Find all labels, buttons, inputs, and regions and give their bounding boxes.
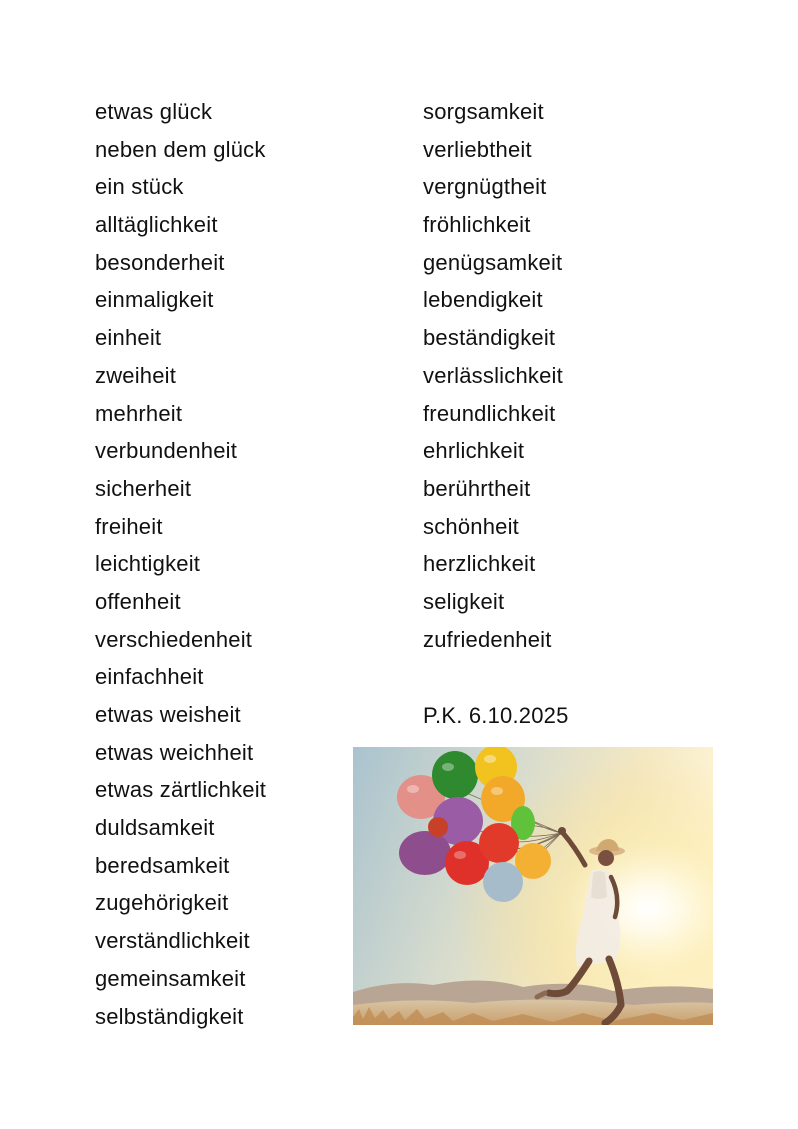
poem-line: seligkeit xyxy=(423,588,505,614)
poem-line: einfachheit xyxy=(95,664,204,690)
balloons-woman-sunset-photo xyxy=(353,747,713,1025)
poem-line: beständigkeit xyxy=(423,325,556,351)
poem-line: schönheit xyxy=(423,513,519,539)
poem-line: einheit xyxy=(95,325,162,351)
author-signature: P.K. 6.10.2025 xyxy=(423,703,569,728)
poem-line: verlässlichkeit xyxy=(423,362,563,388)
poem-line: besonderheit xyxy=(95,249,225,275)
poem-line: gemeinsamkeit xyxy=(95,965,246,991)
poem-left-column xyxy=(95,93,266,1035)
poem-line: leichtigkeit xyxy=(95,551,201,577)
poem-line: etwas weichheit xyxy=(95,739,254,765)
poem-line: zugehörigkeit xyxy=(95,890,229,916)
poem-line: einmaligkeit xyxy=(95,287,214,313)
poem-line: herzlichkeit xyxy=(423,551,536,577)
poem-line: etwas zärtlichkeit xyxy=(95,777,267,803)
poem-right-column xyxy=(423,93,563,658)
poem-line: neben dem glück xyxy=(95,136,266,162)
poem-line: alltäglichkeit xyxy=(95,212,218,238)
poem-line: verbundenheit xyxy=(95,438,238,464)
poem-line: selbständigkeit xyxy=(95,1003,244,1029)
poem-line: offenheit xyxy=(95,588,181,614)
poem-line: etwas glück xyxy=(95,99,213,124)
poem-line: genügsamkeit xyxy=(423,249,563,275)
poem-line: ein stück xyxy=(95,174,184,200)
poem-line: beredsamkeit xyxy=(95,852,230,878)
poem-line: vergnügtheit xyxy=(423,174,547,200)
poem-line: duldsamkeit xyxy=(95,815,215,841)
poem-line: ehrlichkeit xyxy=(423,438,525,464)
poem-line: lebendigkeit xyxy=(423,287,543,313)
poem-line: fröhlichkeit xyxy=(423,212,531,238)
poem-line: verständlichkeit xyxy=(95,928,250,954)
poem-line: etwas weisheit xyxy=(95,702,241,727)
poem-line: freundlichkeit xyxy=(423,400,556,426)
poem-line: verliebtheit xyxy=(423,136,532,162)
poem-line: verschiedenheit xyxy=(95,626,253,652)
poem-line: zufriedenheit xyxy=(423,626,552,652)
poem-line: mehrheit xyxy=(95,400,183,426)
poem-line: sorgsamkeit xyxy=(423,99,544,124)
poem-line: zweiheit xyxy=(95,362,177,388)
poem-line: sicherheit xyxy=(95,475,192,501)
poem-line: berührtheit xyxy=(423,475,531,501)
poem-line: freiheit xyxy=(95,513,163,539)
